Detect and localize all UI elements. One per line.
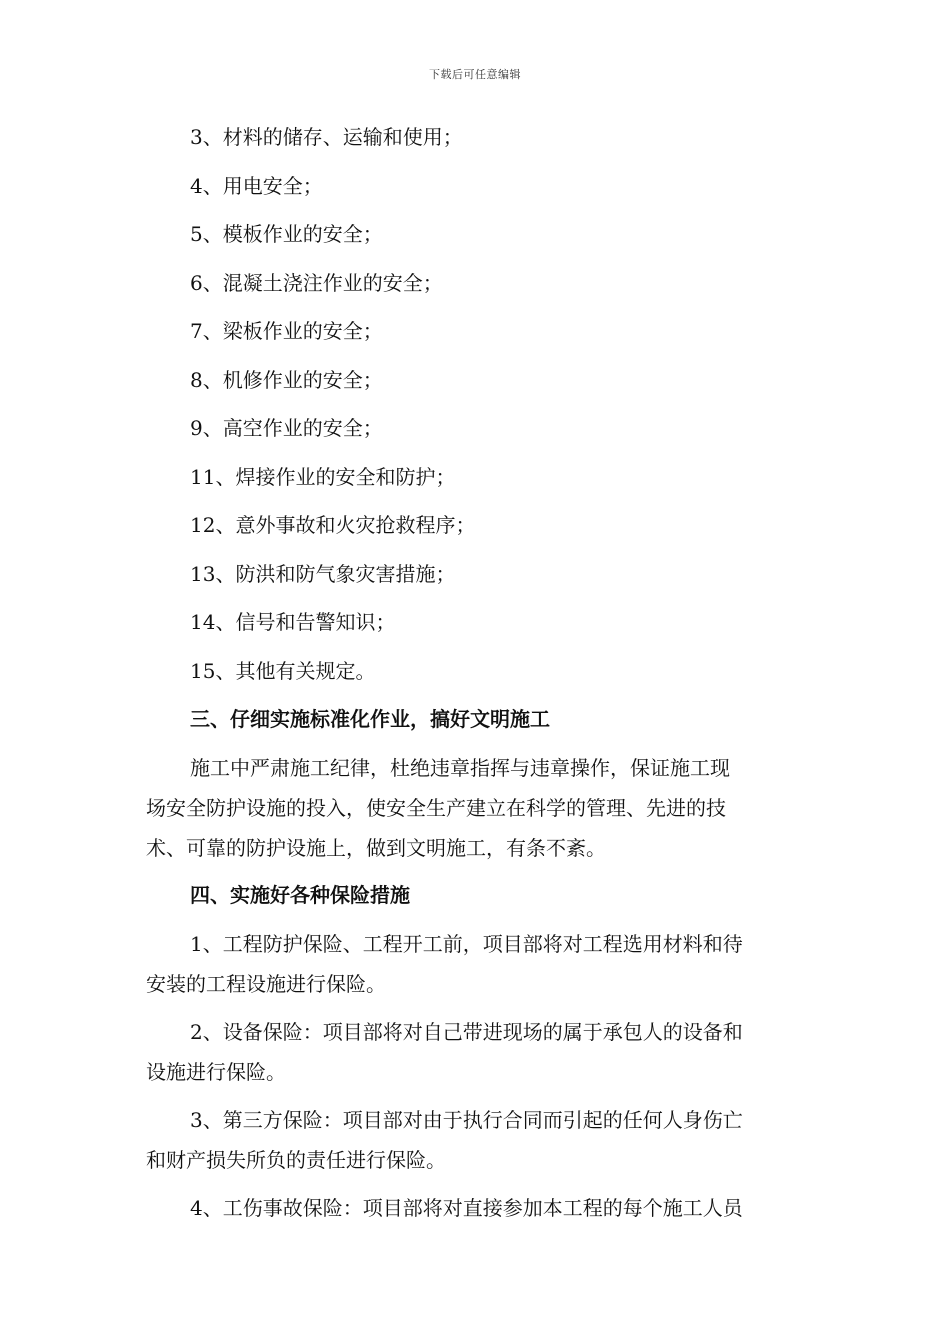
paragraph-line: 场安全防护设施的投入，使安全生产建立在科学的管理、先进的技	[146, 796, 726, 820]
list-item: 15、其他有关规定。	[190, 658, 376, 683]
insurance-item-1	[146, 924, 806, 1004]
paragraph-line: 4、工伤事故保险：项目部将对直接参加本工程的每个施工人员	[190, 1196, 743, 1220]
list-item: 12、意外事故和火灾抢救程序；	[190, 513, 476, 537]
section3-paragraph	[146, 748, 806, 868]
insurance-item-3	[146, 1100, 806, 1180]
safety-training-list	[146, 118, 806, 690]
paragraph-line: 2、设备保险：项目部将对自己带进现场的属于承包人的设备和	[190, 1020, 743, 1044]
list-item: 9、高空作业的安全；	[190, 416, 383, 440]
list-item: 6、混凝土浇注作业的安全；	[190, 270, 443, 295]
insurance-item-4	[146, 1188, 806, 1228]
paragraph-line: 和财产损失所负的责任进行保险。	[146, 1148, 446, 1172]
paragraph-line: 设施进行保险。	[146, 1060, 286, 1084]
list-item: 14、信号和告警知识；	[190, 610, 396, 634]
section3-heading: 三、仔细实施标准化作业，搞好文明施工	[190, 707, 550, 731]
list-item: 7、梁板作业的安全；	[190, 319, 383, 343]
list-item: 5、模板作业的安全；	[190, 222, 383, 246]
header-note: 下载后可任意编辑	[429, 68, 521, 81]
paragraph-line: 安装的工程设施进行保险。	[146, 972, 386, 996]
paragraph-line: 3、第三方保险：项目部对由于执行合同而引起的任何人身伤亡	[190, 1108, 743, 1132]
insurance-item-2	[146, 1012, 806, 1092]
paragraph-line: 施工中严肃施工纪律，杜绝违章指挥与违章操作，保证施工现	[190, 756, 730, 780]
section4-heading: 四、实施好各种保险措施	[190, 883, 410, 907]
list-item: 3、材料的储存、运输和使用；	[190, 125, 463, 149]
paragraph-line: 术、可靠的防护设施上，做到文明施工，有条不紊。	[146, 836, 606, 860]
document-body	[146, 118, 806, 1236]
list-item: 13、防洪和防气象灾害措施；	[190, 561, 456, 586]
list-item: 11、焊接作业的安全和防护；	[190, 464, 456, 489]
paragraph-line: 1、工程防护保险、工程开工前，项目部将对工程选用材料和待	[190, 932, 743, 956]
list-item: 4、用电安全；	[190, 173, 323, 198]
list-item: 8、机修作业的安全；	[190, 367, 383, 392]
